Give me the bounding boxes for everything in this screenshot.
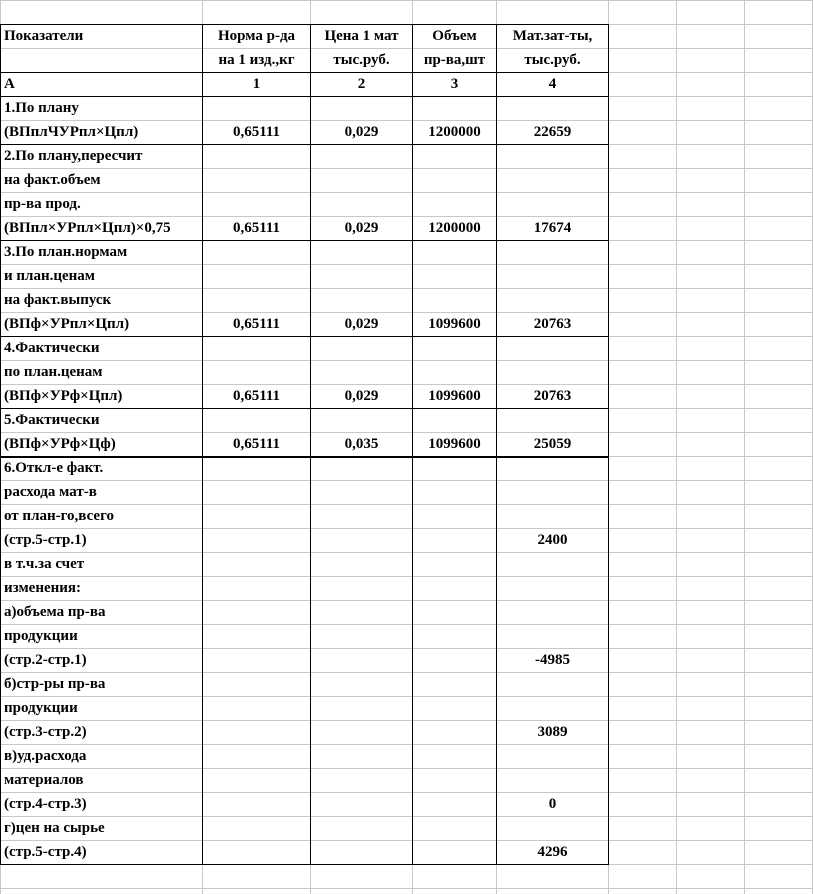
table-row-col-0[interactable]: г)цен на сырье [4,820,105,836]
table-row-col-0[interactable]: в т.ч.за счет [4,556,85,572]
table-row-col-4[interactable] [497,456,608,480]
table-column-border [608,24,609,865]
table-row-col-3[interactable] [413,480,496,504]
table-row-col-3[interactable] [413,672,496,696]
table-row-col-2[interactable]: 0,029 [344,316,379,332]
table-row-col-3[interactable] [413,696,496,720]
table-row-col-3[interactable] [413,816,496,840]
table-row-col-4[interactable] [497,624,608,648]
table-row-col-1[interactable] [203,288,310,312]
table-row-col-4[interactable]: 20763 [533,388,572,404]
table-row-col-1[interactable] [203,720,310,744]
table-row-col-1[interactable] [203,360,310,384]
table-row-col-2[interactable]: 0,035 [344,436,379,452]
table-row-col-1[interactable] [203,600,310,624]
table-row-col-3[interactable]: 1099600 [428,388,481,404]
table-row-col-2[interactable] [311,264,412,288]
table-row-col-4[interactable]: -4985 [535,652,570,668]
table-row-col-3[interactable]: 1099600 [428,436,481,452]
table-row-col-2[interactable] [311,144,412,168]
header-row-2-col-2[interactable]: тыс.руб. [333,52,390,68]
table-row-col-1[interactable] [203,552,310,576]
table-row-col-2[interactable] [311,408,412,432]
table-row-col-0[interactable]: в)уд.расхода [4,748,87,764]
table-row-col-4[interactable] [497,696,608,720]
table-row-col-0[interactable]: на факт.выпуск [4,292,112,308]
table-row-col-2[interactable] [311,336,412,360]
table-column-border [0,24,1,865]
table-row-col-1[interactable] [203,816,310,840]
table-row-col-0[interactable]: (ВПплЧУРпл×Цпл) [4,124,139,140]
table-row-col-1[interactable] [203,456,310,480]
table-row-col-0[interactable]: продукции [4,628,78,644]
table-row-col-2[interactable] [311,672,412,696]
table-row-col-1[interactable]: 0,65111 [232,124,281,140]
table-row-col-2[interactable] [311,168,412,192]
table-row-col-2[interactable]: 0,029 [344,388,379,404]
table-row-col-4[interactable] [497,600,608,624]
table-row-col-2[interactable] [311,816,412,840]
table-row-col-0[interactable]: по план.ценам [4,364,103,380]
table-row-col-2[interactable] [311,840,412,864]
header-row-2-col-4[interactable]: тыс.руб. [524,52,581,68]
table-row-col-0[interactable]: 6.Откл-е факт. [4,460,104,476]
table-row-col-2[interactable] [311,552,412,576]
table-row-col-3[interactable] [413,600,496,624]
table-row-col-4[interactable] [497,552,608,576]
table-row-col-0[interactable]: (ВПф×УРпл×Цпл) [4,316,130,332]
table-row-col-0[interactable]: на факт.объем [4,172,101,188]
header-row-2-col-0[interactable] [4,48,202,72]
grid-row-line [0,0,813,1]
table-row-col-1[interactable] [203,480,310,504]
table-row-col-1[interactable] [203,768,310,792]
table-row-col-1[interactable] [203,744,310,768]
table-row-col-3[interactable] [413,768,496,792]
table-row-col-1[interactable] [203,672,310,696]
table-row-col-3[interactable]: 1200000 [428,220,481,236]
table-row-col-1[interactable] [203,624,310,648]
table-row-col-3[interactable]: 1200000 [428,124,481,140]
table-row-col-0[interactable]: пр-ва прод. [4,196,81,212]
table-row-col-4[interactable]: 3089 [537,724,568,740]
table-row-col-4[interactable] [497,144,608,168]
header-row-3-col-4[interactable]: 4 [548,76,557,92]
table-row-col-2[interactable] [311,624,412,648]
table-row-col-1[interactable] [203,240,310,264]
table-row-col-2[interactable] [311,600,412,624]
table-row-col-0[interactable]: (стр.2-стр.1) [4,652,87,668]
table-row-col-3[interactable] [413,744,496,768]
table-row-col-2[interactable] [311,720,412,744]
table-row-col-4[interactable] [497,744,608,768]
table-row-col-4[interactable] [497,192,608,216]
table-row-col-0[interactable]: и план.ценам [4,268,96,284]
table-row-col-3[interactable] [413,240,496,264]
grid-column-line [676,0,677,894]
table-row-col-1[interactable] [203,792,310,816]
table-row-col-0[interactable]: 3.По план.нормам [4,244,128,260]
table-row-col-4[interactable] [497,360,608,384]
table-row-col-2[interactable] [311,480,412,504]
table-row-col-4[interactable] [497,480,608,504]
table-row-col-2[interactable] [311,576,412,600]
table-row-col-2[interactable] [311,792,412,816]
table-row-col-1[interactable] [203,264,310,288]
table-row-col-2[interactable]: 0,029 [344,124,379,140]
table-row-col-1[interactable] [203,576,310,600]
table-row-col-4[interactable]: 22659 [533,124,572,140]
table-row-col-3[interactable] [413,792,496,816]
table-row-col-2[interactable] [311,96,412,120]
table-row-col-3[interactable] [413,648,496,672]
table-row-col-2[interactable] [311,648,412,672]
table-row-col-0[interactable]: (ВПпл×УРпл×Цпл)×0,75 [4,220,171,236]
table-row-col-0[interactable]: (стр.5-стр.1) [4,532,87,548]
table-row-col-1[interactable] [203,192,310,216]
table-row-col-2[interactable]: 0,029 [344,220,379,236]
header-row-3-col-0[interactable]: А [4,76,15,92]
table-row-col-1[interactable] [203,408,310,432]
table-row-col-4[interactable] [497,168,608,192]
table-row-col-0[interactable]: а)объема пр-ва [4,604,106,620]
table-row-col-0[interactable]: 5.Фактически [4,412,100,428]
table-row-col-1[interactable] [203,696,310,720]
table-row-col-4[interactable] [497,504,608,528]
grid-column-line [744,0,745,894]
table-row-col-3[interactable]: 1099600 [428,316,481,332]
table-row-col-4[interactable] [497,264,608,288]
table-row-col-4[interactable] [497,672,608,696]
table-row-col-3[interactable] [413,144,496,168]
table-row-col-4[interactable]: 4296 [537,844,568,860]
table-row-col-0[interactable]: б)стр-ры пр-ва [4,676,106,692]
table-row-col-2[interactable] [311,456,412,480]
table-row-col-1[interactable] [203,96,310,120]
table-row-col-3[interactable] [413,408,496,432]
table-row-col-1[interactable]: 0,65111 [232,388,281,404]
table-row-col-3[interactable] [413,624,496,648]
table-row-col-0[interactable]: (стр.4-стр.3) [4,796,87,812]
table-row-col-1[interactable] [203,336,310,360]
table-row-col-4[interactable] [497,240,608,264]
header-row-2-col-3[interactable]: пр-ва,шт [423,52,486,68]
table-row-col-4[interactable]: 2400 [537,532,568,548]
table-row-col-0[interactable]: (стр.5-стр.4) [4,844,87,860]
table-row-col-4[interactable]: 25059 [533,436,572,452]
header-row-3-col-3[interactable]: 3 [450,76,459,92]
table-row-col-4[interactable]: 17674 [533,220,572,236]
header-row-2-col-1[interactable]: на 1 изд.,кг [218,52,295,68]
table-row-col-0[interactable]: (ВПф×УРф×Цф) [4,436,116,452]
header-row-1-col-2[interactable]: Цена 1 мат [324,28,399,44]
table-row-col-0[interactable]: 2.По плану,пересчит [4,148,143,164]
table-row-col-1[interactable] [203,840,310,864]
table-row-col-3[interactable] [413,840,496,864]
table-row-col-0[interactable]: расхода мат-в [4,484,97,500]
table-row-col-4[interactable]: 0 [548,796,557,812]
table-row-col-0[interactable]: (стр.3-стр.2) [4,724,87,740]
table-row-col-3[interactable] [413,504,496,528]
table-row-col-2[interactable] [311,192,412,216]
table-row-col-1[interactable] [203,648,310,672]
table-row-col-3[interactable] [413,552,496,576]
table-row-col-1[interactable] [203,528,310,552]
table-row-col-3[interactable] [413,576,496,600]
header-row-1-col-1[interactable]: Норма р-да [217,28,296,44]
table-row-col-2[interactable] [311,768,412,792]
table-row-col-3[interactable] [413,336,496,360]
header-row-1-col-0[interactable]: Показатели [4,28,84,44]
table-row-col-3[interactable] [413,264,496,288]
header-row-1-col-3[interactable]: Объем [432,28,477,44]
table-row-col-2[interactable] [311,744,412,768]
header-row-3-col-1[interactable]: 1 [252,76,261,92]
table-row-col-4[interactable] [497,336,608,360]
table-row-col-2[interactable] [311,696,412,720]
table-row-col-2[interactable] [311,528,412,552]
table-row-col-3[interactable] [413,192,496,216]
table-row-col-2[interactable] [311,504,412,528]
table-row-col-1[interactable] [203,504,310,528]
table-row-col-2[interactable] [311,240,412,264]
table-row-col-1[interactable]: 0,65111 [232,316,281,332]
table-row-col-3[interactable] [413,96,496,120]
table-row-col-4[interactable] [497,768,608,792]
table-row-col-4[interactable] [497,576,608,600]
table-row-col-3[interactable] [413,168,496,192]
table-row-col-0[interactable]: от план-го,всего [4,508,115,524]
table-row-col-0[interactable]: 4.Фактически [4,340,100,356]
table-row-col-0[interactable]: продукции [4,700,78,716]
table-row-col-3[interactable] [413,528,496,552]
table-row-col-1[interactable]: 0,65111 [232,436,281,452]
table-row-col-4[interactable] [497,96,608,120]
table-row-col-2[interactable] [311,360,412,384]
table-row-col-0[interactable]: изменения: [4,580,82,596]
table-row-col-1[interactable] [203,144,310,168]
header-row-1-col-4[interactable]: Мат.зат-ты, [512,28,593,44]
table-row-col-0[interactable]: 1.По плану [4,100,79,116]
table-border-line [0,864,609,865]
table-row-col-4[interactable]: 20763 [533,316,572,332]
table-row-col-1[interactable]: 0,65111 [232,220,281,236]
table-row-col-3[interactable] [413,456,496,480]
table-row-col-3[interactable] [413,288,496,312]
table-row-col-4[interactable] [497,816,608,840]
table-row-col-0[interactable]: материалов [4,772,84,788]
table-row-col-0[interactable]: (ВПф×УРф×Цпл) [4,388,123,404]
table-row-col-3[interactable] [413,720,496,744]
table-row-col-3[interactable] [413,360,496,384]
header-row-3-col-2[interactable]: 2 [357,76,366,92]
table-row-col-4[interactable] [497,408,608,432]
table-row-col-2[interactable] [311,288,412,312]
table-row-col-4[interactable] [497,288,608,312]
table-row-col-1[interactable] [203,168,310,192]
grid-row-line [0,888,813,889]
